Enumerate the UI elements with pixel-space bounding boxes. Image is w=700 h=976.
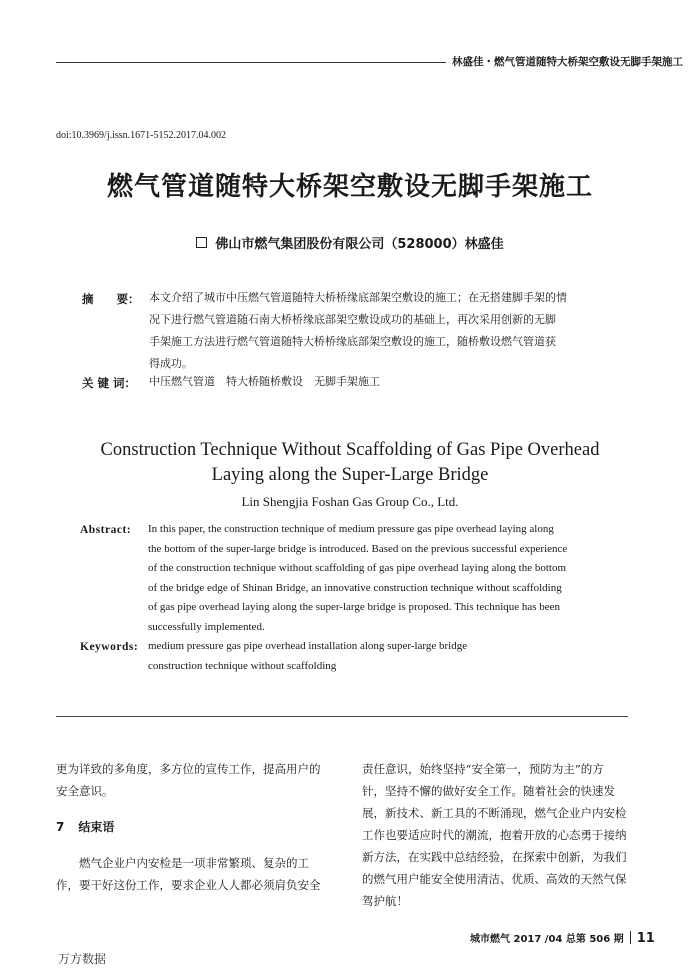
abstract-en-line: successfully implemented.: [148, 620, 265, 633]
abstract-cn: [149, 287, 621, 375]
abstract-en-line: In this paper, the construction technique of medium pressure gas pipe overhead laying along: [148, 523, 554, 535]
affiliation-text: 佛山市燃气集团股份有限公司（528000）林盛佳: [215, 237, 504, 252]
abstract-cn-line: 本文介绍了城市中压燃气管道随特大桥桥缘底部架空敷设的施工；在无搭建脚手架的情: [149, 291, 567, 304]
section-title: 结束语: [78, 820, 115, 834]
keywords-cn-text: 中压燃气管道 特大桥随桥敷设 无脚手架施工: [149, 375, 380, 388]
title-en-line2: Laying along the Super-Large Bridge: [211, 465, 489, 485]
body-line: 驾护航！: [362, 894, 408, 908]
body-line: 的燃气用户能安全使用清洁、优质、高效的天然气保: [362, 872, 627, 886]
abstract-en-line: of gas pipe overhead laying along the super-large bridge is proposed. This technique has been: [148, 601, 561, 613]
title-en-line1: Construction Technique Without Scaffolding of Gas Pipe Overhead: [100, 440, 600, 460]
body-line: 安全意识。: [56, 784, 114, 798]
body-right-column: [362, 758, 654, 912]
abstract-en-line: the bottom of the super-large bridge is introduced. Based on the previous successful experience: [148, 542, 568, 555]
keywords-en: [148, 637, 628, 676]
body-line: 工作也要适应时代的潮流，抱着开放的心态勇于接纳: [362, 828, 627, 842]
title-cn: 燃气管道随特大桥架空敷设无脚手架施工: [106, 172, 593, 202]
section-divider: [56, 716, 628, 717]
body-line: 新方法，在实践中总结经验，在探索中创新，为我们: [362, 850, 627, 864]
page-number: 11: [636, 931, 655, 946]
body-line: 展，新技术、新工具的不断涌现，燃气企业户内安检: [362, 806, 627, 820]
keywords-cn: [149, 371, 621, 393]
abstract-en-label: Abstract:: [80, 524, 132, 536]
section-heading: [56, 816, 348, 838]
journal-info: 城市燃气 2017 /04 总第 506 期: [470, 934, 624, 945]
abstract-en-line: of the bridge edge of Shinan Bridge, an innovative construction technique without scaffolding: [148, 581, 562, 594]
page-footer: [470, 930, 655, 946]
body-left-column: [56, 758, 348, 896]
title-en: [0, 438, 700, 488]
abstract-en-line: of the construction technique without scaffolding of gas pipe overhead laying along the bottom: [148, 562, 566, 574]
running-header: 林盛佳・燃气管道随特大桥架空敷设无脚手架施工: [452, 56, 683, 68]
body-line: 责任意识，始终坚持“安全第一，预防为主”的方: [362, 762, 604, 776]
body-line: 燃气企业户内安检是一项非常繁琐、复杂的工: [56, 856, 309, 870]
footer-divider: [630, 931, 631, 944]
watermark: 万方数据: [58, 952, 107, 966]
abstract-cn-label: 摘 要：: [82, 292, 140, 306]
section-number: 7: [56, 820, 65, 834]
body-line: 作，要干好这份工作，要求企业人人都必须肩负安全: [56, 878, 321, 892]
abstract-en: [148, 520, 628, 637]
keywords-en-label: Keywords:: [80, 641, 139, 653]
keywords-en-line1: medium pressure gas pipe overhead installation along super-large bridge: [148, 640, 468, 652]
square-bullet-icon: [196, 237, 207, 248]
abstract-cn-line: 况下进行燃气管道随石南大桥桥缘底部架空敷设成功的基础上，再次采用创新的无脚: [149, 313, 556, 326]
body-line: 更为详致的多角度，多方位的宣传工作，提高用户的: [56, 762, 321, 776]
affiliation-cn: [0, 233, 700, 252]
keywords-cn-label: 关 键 词：: [82, 376, 137, 390]
abstract-cn-line: 手架施工方法进行燃气管道随特大桥桥缘底部架空敷设的施工，随桥敷设燃气管道获: [149, 335, 556, 348]
abstract-cn-line: 得成功。: [149, 357, 193, 370]
body-line: 针，坚持不懈的做好安全工作。随着社会的快速发: [362, 784, 615, 798]
doi[interactable]: doi:10.3969/j.issn.1671-5152.2017.04.002: [56, 130, 227, 141]
keywords-en-line2: construction technique without scaffolding: [148, 659, 337, 672]
author-en: Lin Shengjia Foshan Gas Group Co., Ltd.: [241, 494, 459, 509]
header-rule: [56, 62, 446, 63]
